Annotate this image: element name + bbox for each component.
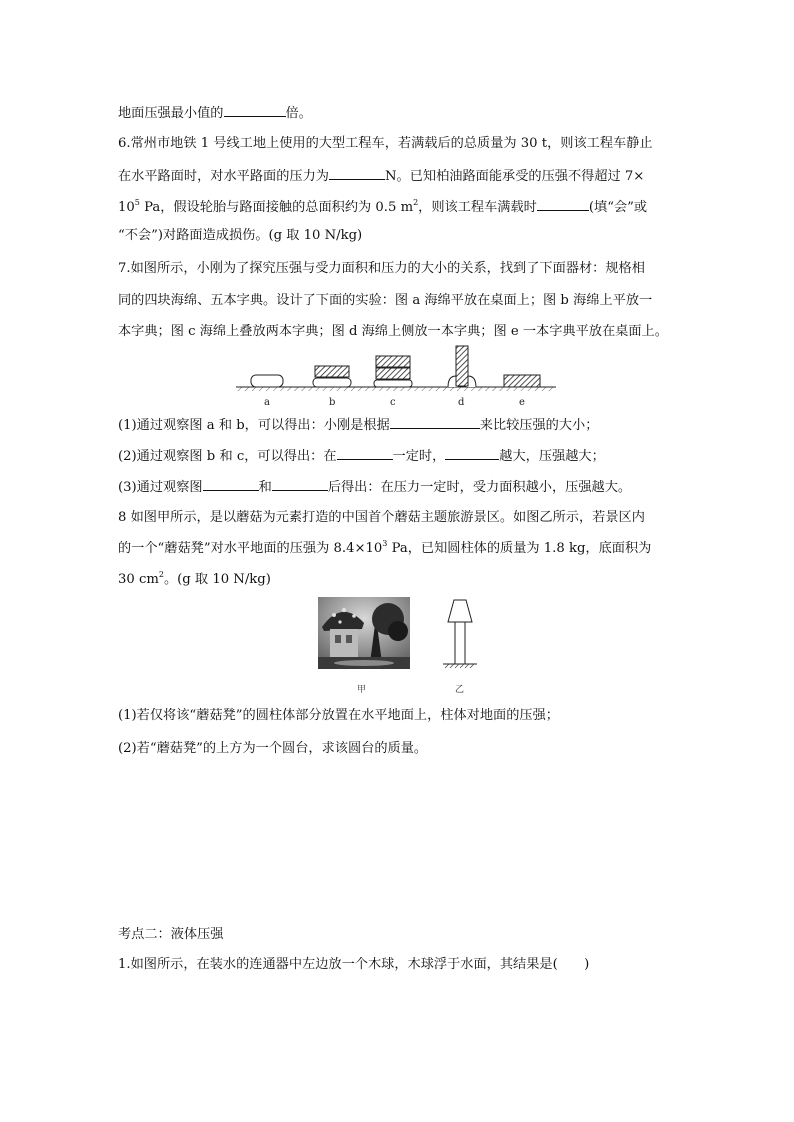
- q6-text: ，则该工程车满载时: [418, 200, 537, 215]
- q5-tail-line: [118, 102, 312, 124]
- mushroom-stool-diagram: [440, 598, 480, 673]
- section2-q1: 1.如图所示，在装水的连通器中左边放一个木球，木球浮于水面，其结果是( ): [118, 957, 590, 972]
- q7-text: (3)通过观察图: [118, 480, 203, 495]
- book-b: [315, 366, 349, 377]
- section-title: 考点二：液体压强: [118, 927, 224, 942]
- q7-text: 后得出：在压力一定时，受力面积越小，压强越大。: [327, 480, 632, 495]
- answer-blank: [337, 445, 393, 460]
- fig-label-d: d: [458, 397, 465, 408]
- q7-text: (2)通过观察图 b 和 c，可以得出：在: [118, 449, 337, 464]
- q8-line-3: [118, 570, 271, 590]
- sponge-c: [374, 380, 412, 387]
- q6-text: Pa，假设轮胎与路面接触的总面积约为 0.5 m: [139, 200, 414, 215]
- q8-line-1: 8 如图甲所示，是以蘑菇为元素打造的中国首个蘑菇主题旅游景区。如图乙所示，若景区内: [118, 510, 645, 525]
- book-e: [504, 375, 540, 387]
- q6-text: N。已知柏油路面能承受的压强不得超过 7×: [385, 169, 645, 184]
- q7-line-2: 同的四块海绵、五本字典。设计了下面的实验：图 a 海绵平放在桌面上；图 b 海绵上平放一: [118, 293, 653, 308]
- q6-line-1: 6.常州市地铁 1 号线工地上使用的大型工程车，若满载后的总质量为 30 t，则该工程车静止: [118, 136, 653, 151]
- book-c-2: [376, 356, 410, 367]
- q8-text: 。(g 取 10 N/kg): [163, 572, 271, 587]
- frustum-top: [448, 600, 472, 622]
- q6-line-4: “不会”)对路面造成损伤。(g 取 10 N/kg): [118, 228, 363, 243]
- fig-label-e: e: [519, 397, 525, 408]
- q7-text: 和: [258, 480, 272, 495]
- q7-text: 一定时，: [392, 449, 446, 464]
- answer-blank: [445, 445, 499, 460]
- answer-blank: [329, 165, 385, 180]
- q8-sub-2: (2)若“蘑菇凳”的上方为一个圆台，求该圆台的质量。: [118, 741, 428, 756]
- q8-text: 的一个“蘑菇凳”对水平地面的压强为 8.4×10: [118, 541, 383, 556]
- book-d: [456, 346, 468, 386]
- q5-text-after: 倍。: [285, 106, 312, 121]
- q7-sub-1: [118, 414, 598, 436]
- q5-text: 地面压强最小值的: [118, 106, 224, 121]
- q6-line-2: [118, 165, 644, 187]
- q8-sub-1: (1)若仅将该“蘑菇凳”的圆柱体部分放置在水平地面上，柱体对地面的压强；: [118, 708, 559, 723]
- q7-line-1: 7.如图所示，小刚为了探究压强与受力面积和压力的大小的关系，找到了下面器材：规格相: [118, 261, 645, 276]
- q8-text: Pa，已知圆柱体的质量为 1.8 kg，底面积为: [387, 541, 652, 556]
- superscript: 3: [382, 539, 388, 548]
- fig-label-a: a: [264, 397, 270, 408]
- sponge-a: [251, 375, 283, 387]
- answer-blank: [224, 102, 286, 117]
- q7-text: (1)通过观察图 a 和 b，可以得出：小刚是根据: [118, 418, 390, 433]
- q8-line-2: [118, 539, 651, 559]
- fig-label-b: b: [329, 397, 336, 408]
- caption-yi: 乙: [455, 685, 465, 695]
- mushroom-photo: [318, 597, 410, 669]
- q7-text: 来比较压强的大小；: [479, 418, 599, 433]
- q6-text: 10: [118, 200, 135, 215]
- book-c-1: [376, 368, 410, 379]
- answer-blank: [272, 476, 328, 491]
- superscript: 2: [413, 198, 419, 207]
- answer-blank: [203, 476, 259, 491]
- q6-text: 在水平路面时，对水平路面的压力为: [118, 169, 329, 184]
- q7-text: 越大，压强越大；: [499, 449, 605, 464]
- superscript: 2: [158, 570, 164, 579]
- q6-line-3: [118, 196, 647, 218]
- q7-line-3: 本字典；图 c 海绵上叠放两本字典；图 d 海绵上侧放一本字典；图 e 一本字典平放在桌面上。: [118, 324, 668, 339]
- caption-jia: 甲: [357, 685, 367, 695]
- q6-text: (填“会”或: [588, 200, 648, 215]
- cylinder-body: [455, 622, 465, 664]
- superscript: 5: [134, 198, 140, 207]
- q7-sub-3: [118, 476, 631, 498]
- q8-text: 30 cm: [118, 572, 159, 587]
- fig-label-c: c: [390, 397, 396, 408]
- answer-blank: [537, 196, 589, 211]
- answer-blank: [390, 414, 480, 429]
- table-hatch: [236, 387, 556, 391]
- sponge-b: [313, 378, 351, 387]
- sponge-experiment-figure: [232, 340, 562, 410]
- q7-sub-2: [118, 445, 605, 467]
